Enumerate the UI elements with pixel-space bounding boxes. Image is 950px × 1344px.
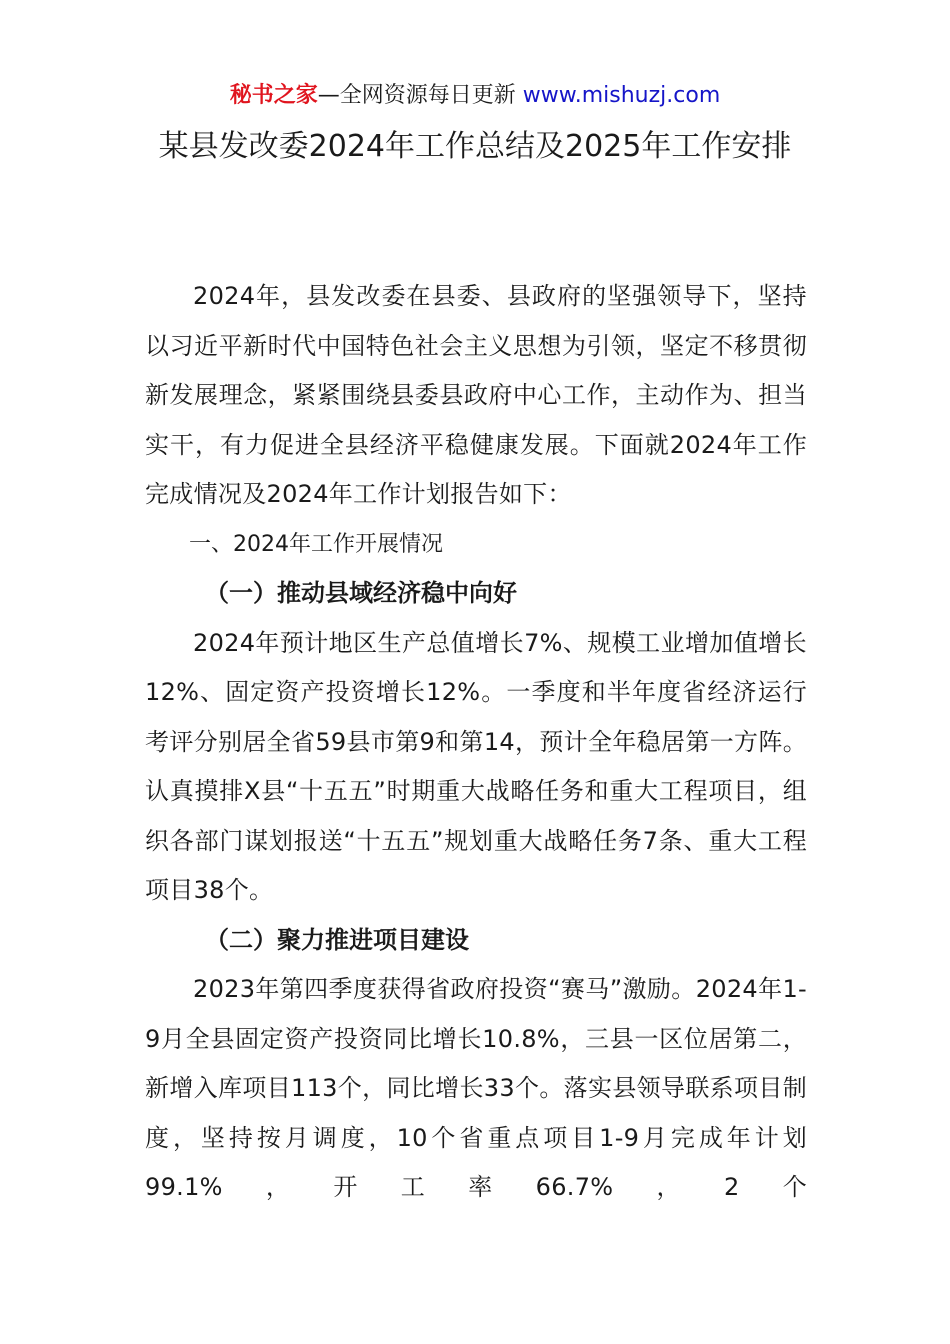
subsection-heading-2: （二）聚力推进项目建设 (205, 925, 469, 954)
document-body (145, 272, 807, 1213)
banner-url-link[interactable]: www.mishuzj.com (522, 83, 721, 108)
banner-tagline: —全网资源每日更新 (317, 83, 523, 108)
subsection-heading-1: （一）推动县域经济稳中向好 (205, 579, 517, 607)
section-heading: 一、2024年工作开展情况 (189, 531, 443, 557)
subsection-1-paragraph: 2024年预计地区生产总值增长7%、规模工业增加值增长12%、固定资产投资增长12%。一季度和半年度省经济运行考评分别居全省59县市第9和第14，预计全年稳居第一方阵。认真摸排X县“十五五”时期重大战略任务和重大工程项目，组织各部门谋划报送“十五五”规划重大战略任务7条、重大工程项目38个。 (145, 628, 807, 904)
site-banner (0, 80, 950, 112)
banner-brand: 秘书之家 (229, 83, 318, 108)
subsection-2-paragraph: 2023年第四季度获得省政府投资“赛马”激励。2024年1-9月全县固定资产投资同比增长10.8%，三县一区位居第二，新增入库项目113个，同比增长33个。落实县领导联系项目制度，坚持按月调度，10个省重点项目1-9月完成年计划99.1%，开工率66.7%，2个 (145, 975, 807, 1201)
document-title: 某县发改委2024年工作总结及2025年工作安排 (158, 129, 792, 164)
intro-paragraph: 2024年，县发改委在县委、县政府的坚强领导下，坚持以习近平新时代中国特色社会主义思想为引领，坚定不移贯彻新发展理念，紧紧围绕县委县政府中心工作，主动作为、担当实干，有力促进全县经济平稳健康发展。下面就2024年工作完成情况及2024年工作计划报告如下： (145, 282, 807, 508)
